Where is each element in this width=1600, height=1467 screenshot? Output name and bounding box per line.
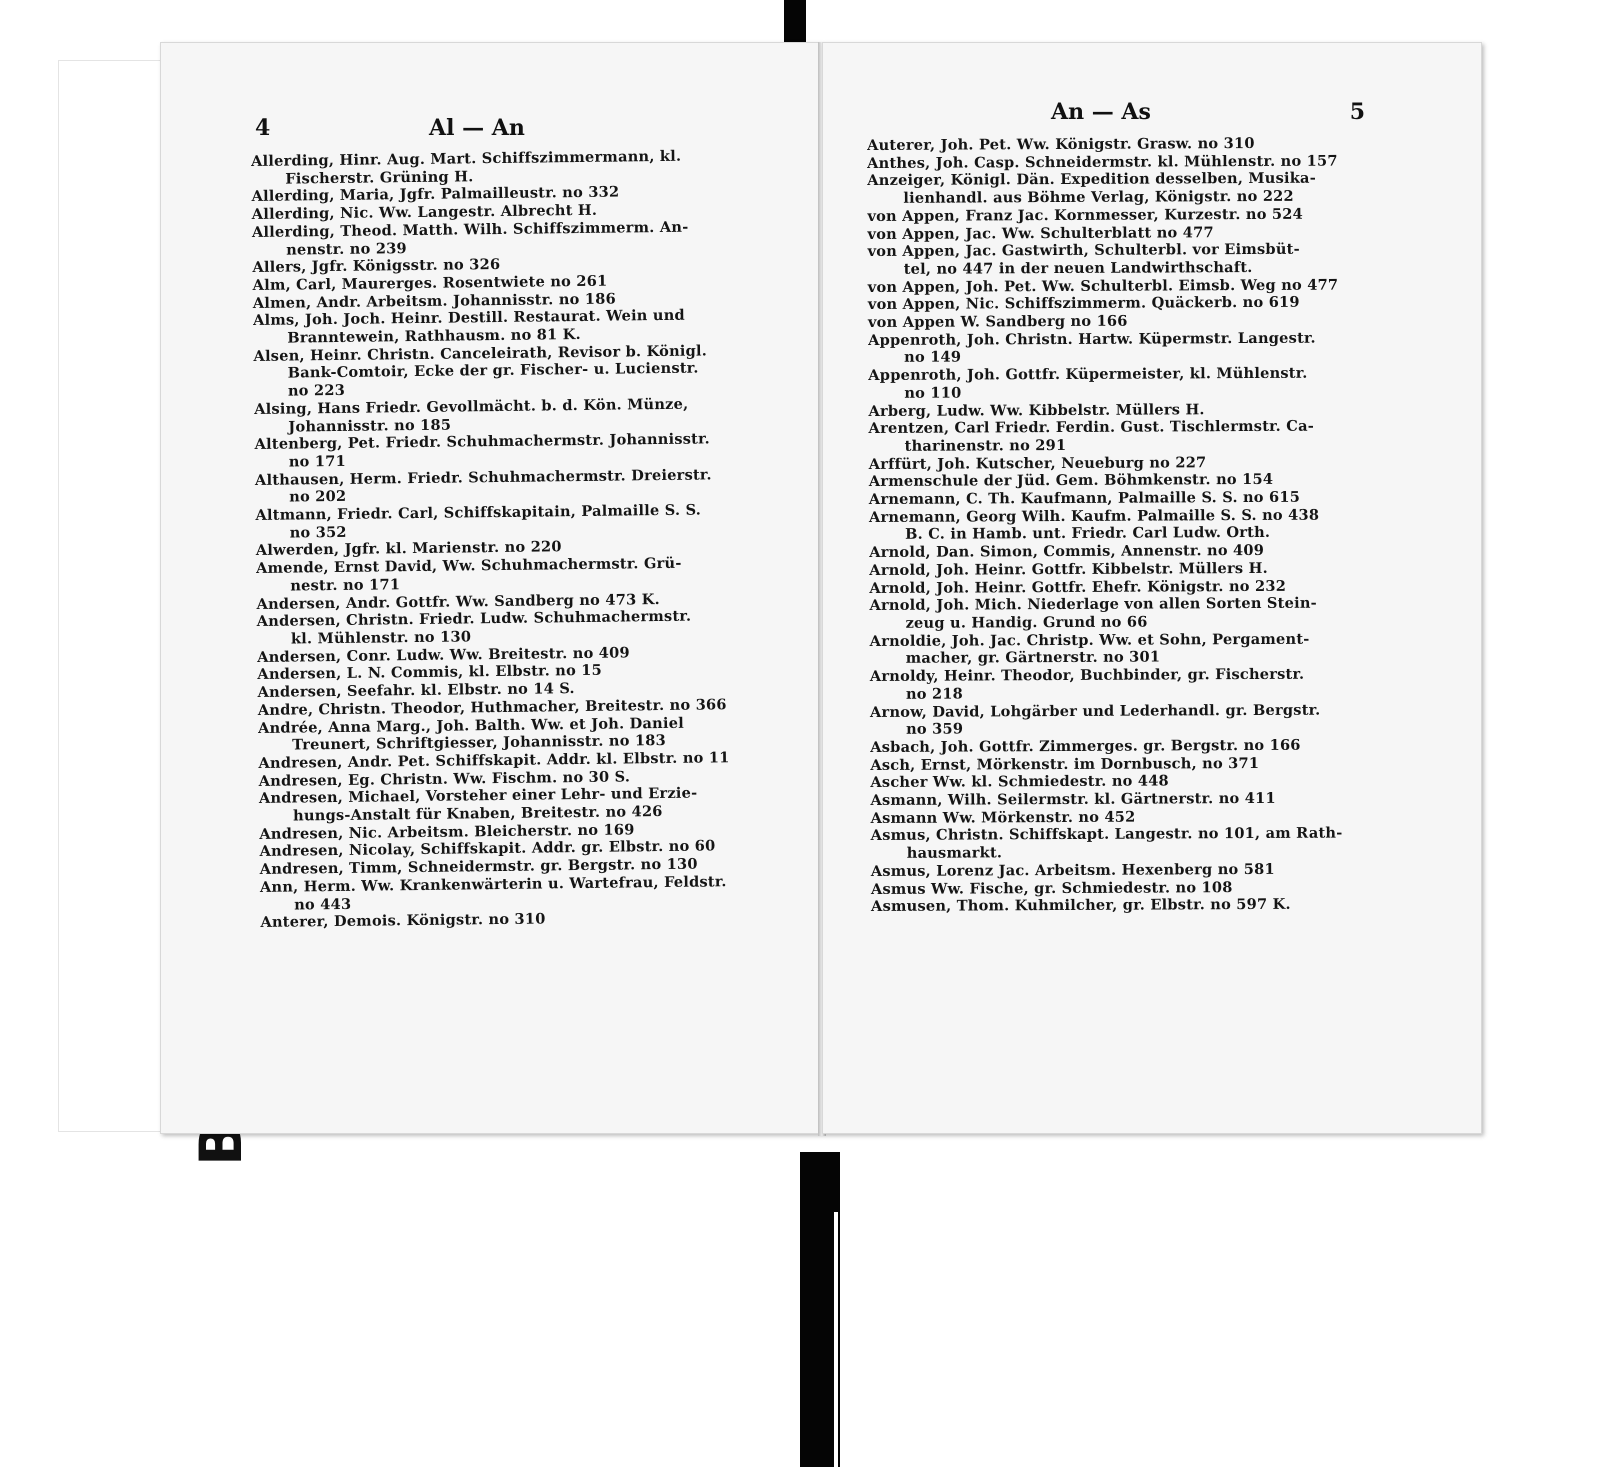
entry-line: Altenberg, Pet. Friedr. Schuhmachermstr. Johannisstr. xyxy=(254,430,710,454)
entry-continuation: no 223 xyxy=(287,382,346,400)
entry-line: Ann, Herm. Ww. Krankenwärterin u. Wartefrau, Feldstr. xyxy=(259,873,727,896)
left-page-range: Al — An xyxy=(429,115,525,141)
entry-line: Arnold, Joh. Heinr. Gottfr. Ehefr. Königstr. no 232 xyxy=(869,577,1287,597)
binding-strip-bottom xyxy=(800,1152,840,1467)
directory-entry xyxy=(869,594,1455,632)
entry-line: Anzeiger, Königl. Dän. Expedition desselben, Musika- xyxy=(867,170,1316,190)
entry-line: von Appen, Jac. Gastwirth, Schulterbl. vor Eimsbüt- xyxy=(867,240,1300,261)
entry-line: Andrée, Anna Marg., Joh. Balth. Ww. et Joh. Daniel xyxy=(257,714,685,737)
entry-line: von Appen, Joh. Pet. Ww. Schulterbl. Eimsb. Weg no 477 xyxy=(867,276,1339,296)
entry-continuation: hungs-Anstalt für Knaben, Breitestr. no 426 xyxy=(292,803,663,825)
directory-entry xyxy=(870,630,1456,668)
right-page xyxy=(822,42,1482,1134)
entry-continuation: lienhandl. aus Böhme Verlag, Königstr. no 222 xyxy=(903,187,1294,207)
entry-line: Asmann, Wilh. Seilermstr. kl. Gärtnerstr. no 411 xyxy=(870,789,1276,810)
entry-line: Arnoldie, Joh. Jac. Christp. Ww. et Sohn, Pergament- xyxy=(869,630,1310,650)
entry-continuation: no 218 xyxy=(905,685,964,703)
entry-continuation: no 110 xyxy=(904,384,962,402)
entry-line: Andresen, Nicolay, Schiffskapit. Addr. gr. Elbstr. no 60 xyxy=(259,837,716,861)
directory-entry xyxy=(870,700,1456,738)
entry-line: Alm, Carl, Maurerges. Rosentwiete no 261 xyxy=(252,272,608,294)
entry-continuation: Bank-Comtoir, Ecke der gr. Fischer- u. Lucienstr. xyxy=(287,359,699,383)
entry-line: Allers, Jgfr. Königsstr. no 326 xyxy=(252,256,501,277)
left-entry-list xyxy=(251,146,820,932)
entry-continuation: no 352 xyxy=(289,523,347,542)
entry-continuation: Treunert, Schriftgiesser, Johannisstr. no 183 xyxy=(292,732,667,754)
entry-continuation: kl. Mühlenstr. no 130 xyxy=(290,628,472,648)
entry-line: von Appen, Franz Jac. Kornmesser, Kurzestr. no 524 xyxy=(867,205,1304,225)
entry-line: Alsen, Heinr. Christn. Canceleirath, Revisor b. Königl. xyxy=(253,342,708,365)
entry-line: Andresen, Eg. Christn. Ww. Fischm. no 30 S. xyxy=(258,768,631,790)
entry-line: Anthes, Joh. Casp. Schneidermstr. kl. Mühlenstr. no 157 xyxy=(867,152,1338,172)
directory-entry xyxy=(870,665,1456,703)
entry-line: Alsing, Hans Friedr. Gevollmächt. b. d. Kön. Münze, xyxy=(254,395,689,418)
entry-line: Arnoldy, Heinr. Theodor, Buchbinder, gr. Fischerstr. xyxy=(869,665,1305,686)
directory-entry xyxy=(253,341,814,401)
entry-continuation: nestr. no 171 xyxy=(290,576,401,595)
entry-line: Asbach, Joh. Gottfr. Zimmerges. gr. Bergstr. no 166 xyxy=(870,736,1301,756)
entry-continuation: no 443 xyxy=(294,895,352,914)
directory-entry xyxy=(868,240,1454,278)
entry-continuation: B. C. in Hamb. unt. Friedr. Carl Ludw. Orth. xyxy=(905,524,1271,544)
right-page-range: An — As xyxy=(1051,99,1151,125)
entry-continuation: no 171 xyxy=(288,452,346,471)
entry-line: Andersen, Conr. Ludw. Ww. Breitestr. no 409 xyxy=(257,644,630,666)
entry-continuation: hausmarkt. xyxy=(906,844,1003,862)
entry-line: Arnold, Joh. Mich. Niederlage von allen Sorten Stein- xyxy=(869,594,1317,615)
entry-line: Arnow, David, Lohgärber und Lederhandl. gr. Bergstr. xyxy=(869,701,1321,721)
entry-line: Arentzen, Carl Friedr. Ferdin. Gust. Tischlermstr. Ca- xyxy=(868,417,1315,438)
entry-line: Althausen, Herm. Friedr. Schuhmachermstr. Dreierstr. xyxy=(254,466,712,489)
entry-line: Andersen, Andr. Gottfr. Ww. Sandberg no 473 K. xyxy=(256,590,660,613)
left-page xyxy=(160,42,822,1134)
right-page-header xyxy=(823,99,1481,139)
entry-line: Andresen, Michael, Vorsteher einer Lehr- und Erzie- xyxy=(258,784,698,808)
entry-continuation: no 202 xyxy=(289,488,347,506)
directory-entry xyxy=(871,895,1457,916)
entry-line: Arberg, Ludw. Ww. Kibbelstr. Müllers H. xyxy=(868,400,1205,420)
entry-line: Ascher Ww. kl. Schmiedestr. no 448 xyxy=(870,772,1169,792)
directory-entry xyxy=(868,364,1454,402)
entry-line: Andersen, Seefahr. kl. Elbstr. no 14 S. xyxy=(257,680,575,702)
entry-line: Amende, Ernst David, Ww. Schuhmachermstr. Grü- xyxy=(255,554,682,578)
entry-continuation: Fischerstr. Grüning H. xyxy=(285,167,474,188)
directory-entry xyxy=(868,417,1454,455)
right-page-number: 5 xyxy=(1349,99,1365,125)
entry-line: Alwerden, Jgfr. kl. Marienstr. no 220 xyxy=(255,538,562,560)
entry-continuation: Johannisstr. no 185 xyxy=(288,416,452,436)
entry-continuation: no 359 xyxy=(906,720,964,739)
entry-line: Andersen, L. N. Commis, kl. Elbstr. no 15 xyxy=(257,662,603,684)
entry-continuation: Branntewein, Rathhausm. no 81 K. xyxy=(287,326,581,347)
entry-line: von Appen W. Sandberg no 166 xyxy=(867,312,1128,332)
directory-entry xyxy=(867,169,1453,207)
directory-entry xyxy=(868,329,1454,367)
left-page-number: 4 xyxy=(255,115,271,141)
entry-line: Asch, Ernst, Mörkenstr. im Dornbusch, no 371 xyxy=(870,754,1260,774)
entry-line: Allerding, Nic. Ww. Langestr. Albrecht H. xyxy=(251,201,598,224)
entry-line: Arnold, Joh. Heinr. Gottfr. Kibbelstr. Müllers H. xyxy=(869,559,1268,579)
entry-line: Asmus Ww. Fische, gr. Schmiedestr. no 108 xyxy=(870,878,1233,898)
entry-line: Altmann, Friedr. Carl, Schiffskapitain, Palmaille S. S. xyxy=(255,501,702,525)
entry-continuation: zeug u. Handig. Grund no 66 xyxy=(905,613,1148,632)
entry-line: Andersen, Christn. Friedr. Ludw. Schuhmachermstr. xyxy=(256,607,692,631)
entry-line: Andresen, Timm, Schneidermstr. gr. Bergstr. no 130 xyxy=(259,855,698,879)
entry-line: Anterer, Demois. Königstr. no 310 xyxy=(260,910,546,932)
entry-line: Almen, Andr. Arbeitsm. Johannisstr. no 186 xyxy=(252,290,616,312)
entry-line: von Appen, Jac. Ww. Schulterblatt no 477 xyxy=(867,223,1214,243)
entry-continuation: tel, no 447 in der neuen Landwirthschaft. xyxy=(903,258,1253,278)
binding-strip-top xyxy=(784,0,806,44)
entry-continuation: nenstr. no 239 xyxy=(286,239,407,259)
entry-line: Andresen, Nic. Arbeitsm. Bleicherstr. no 169 xyxy=(259,821,635,843)
entry-line: Allerding, Theod. Matth. Wilh. Schiffszimmerm. An- xyxy=(251,218,689,241)
entry-line: Allerding, Hinr. Aug. Mart. Schiffszimmermann, kl. xyxy=(251,147,682,170)
entry-line: von Appen, Nic. Schiffszimmerm. Quäckerb. no 619 xyxy=(867,294,1300,314)
entry-line: Asmus, Christn. Schiffskapt. Langestr. no 101, am Rath- xyxy=(870,824,1343,845)
entry-line: Asmusen, Thom. Kuhmilcher, gr. Elbstr. no 597 K. xyxy=(870,896,1291,916)
entry-line: Andre, Christn. Theodor, Huthmacher, Breitestr. no 366 xyxy=(257,696,727,719)
directory-entry xyxy=(871,824,1457,862)
right-entry-list xyxy=(867,134,1457,916)
entry-line: Arffürt, Joh. Kutscher, Neueburg no 227 xyxy=(868,453,1207,473)
entry-continuation: macher, gr. Gärtnerstr. no 301 xyxy=(905,648,1161,668)
watermark-label xyxy=(58,60,162,1132)
entry-continuation: tharinenstr. no 291 xyxy=(904,436,1067,455)
entry-line: Asmann Ww. Mörkenstr. no 452 xyxy=(870,808,1136,827)
entry-line: Arnold, Dan. Simon, Commis, Annenstr. no 409 xyxy=(869,542,1265,562)
directory-entry xyxy=(869,506,1455,544)
entry-line: Arnemann, C. Th. Kaufmann, Palmaille S. S. no 615 xyxy=(868,488,1301,509)
entry-line: Asmus, Lorenz Jac. Arbeitsm. Hexenberg no 581 xyxy=(870,860,1275,880)
entry-line: Appenroth, Joh. Christn. Hartw. Küpermstr. Langestr. xyxy=(868,329,1316,349)
entry-line: Arnemann, Georg Wilh. Kaufm. Palmaille S. S. no 438 xyxy=(868,506,1320,526)
entry-line: Allerding, Maria, Jgfr. Palmailleustr. no 332 xyxy=(251,183,620,206)
entry-line: Armenschule der Jüd. Gem. Böhmkenstr. no 154 xyxy=(868,471,1274,491)
entry-continuation: no 149 xyxy=(904,348,962,367)
entry-line: Andresen, Andr. Pet. Schiffskapit. Addr. kl. Elbstr. no 11 xyxy=(258,749,730,772)
entry-line: Appenroth, Joh. Gottfr. Küpermeister, kl. Mühlenstr. xyxy=(868,364,1308,385)
entry-line: Auterer, Joh. Pet. Ww. Königstr. Grasw. no 310 xyxy=(867,134,1255,154)
entry-line: Alms, Joh. Joch. Heinr. Destill. Restaurat. Wein und xyxy=(252,307,685,330)
